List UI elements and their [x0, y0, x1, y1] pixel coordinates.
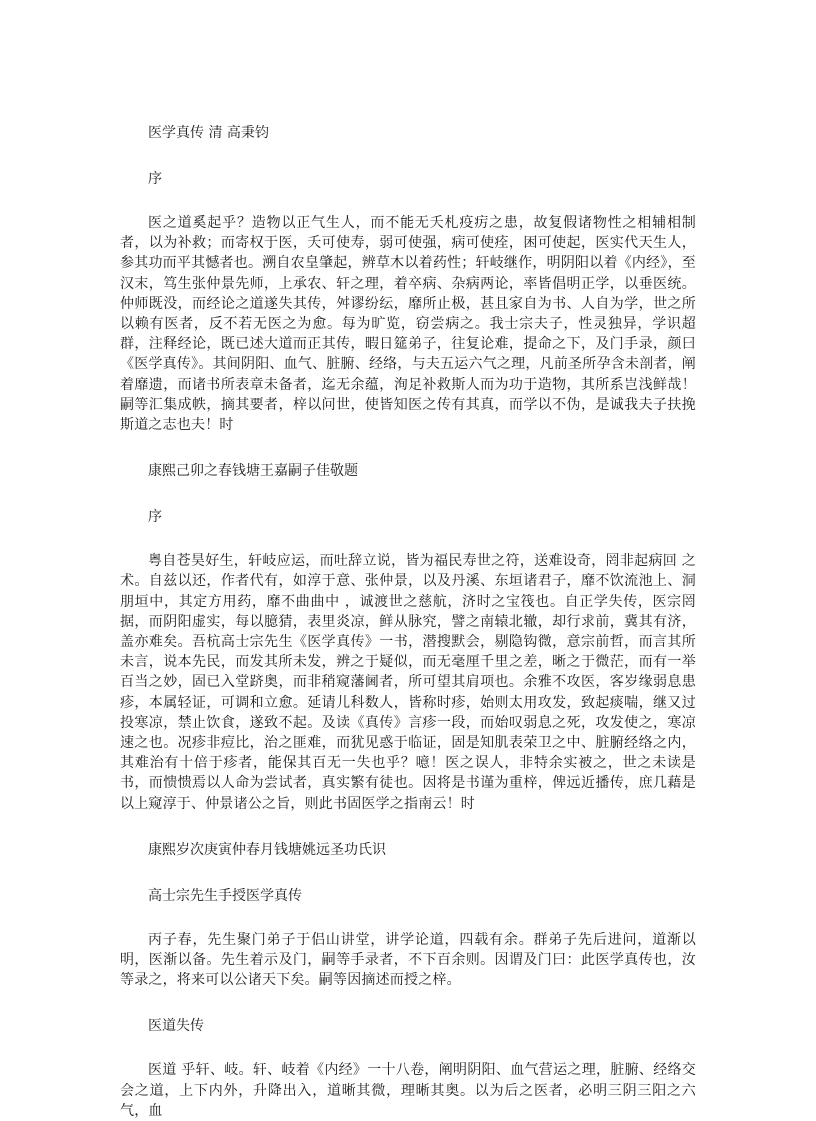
section-1-body: 丙子春，先生聚门弟子于侣山讲堂，讲学论道，四载有余。群弟子先后进问，道渐以明，医渐以备。先生着示及门，嗣等手录者，不下百余则。因谓及门曰：此医学真传也，汝等录之，将来可以公诸天下矣。嗣等因摘述而授之梓。 [120, 931, 696, 989]
spacer [120, 483, 696, 505]
spacer [120, 145, 696, 167]
spacer [120, 435, 696, 459]
preface-1-signature: 康熙己卯之春钱塘王嘉嗣子佳敬题 [148, 463, 358, 480]
preface-2-heading: 序 [148, 509, 162, 526]
section-2-body: 医道 乎轩、岐。轩、岐着《内经》一十八卷，阐明阴阳、血气营运之理，脏腑、经络交会之道，上下内外，升降出入，道晰其微，理晰其奥。以为后之医者，必明三阴三阳之六气，血 [120, 1062, 696, 1119]
spacer [120, 990, 696, 1014]
spacer [120, 814, 696, 838]
preface-1-body: 医之道奚起乎？造物以正气生人，而不能无夭札疫疠之患，故复假诸物性之相辅相制者，以为补救；而寄权于医，夭可使寿，弱可使强，病可使痊，困可使起，医实代天生人，参其功而平其憾者也。溯自农皇肇起，辨草木以着药性；轩岐继作，明阴阳以着《内经》，至汉末，笃生张仲景先师，上承农、轩之理，着卒病、杂病两论，率皆倡明正学，以垂医统。仲师既没，而经论之道遂失其传，舛谬纷纭，靡所止极，甚且家自为书、人自为学，世之所以赖有医者，反不若无医之为愈。每为旷览，窃尝病之。我士宗夫子，性灵独异，学识超群，注释经论，既已述大道而正其传，暇日筵弟子，往复论难，提命之下，及门手录，颜曰《医学真传》。其间阴阳、血气、脏腑、经络，与夫五运六气之理，凡前圣所孕含未剖者，阐着靡遗，而诸书所表章未备者，迄无余蕴，洵足补救斯人而为功于造物，其所系岂浅鲜哉！嗣等汇集成帙，摘其要者，梓以问世，使皆知医之传有其真，而学以不伪，是诚我夫子扶挽斯道之志也夫！时 [120, 215, 696, 434]
preface-2-body: 粤自苍昊好生，轩岐应运，而吐辞立说，皆为福民寿世之符，送难设奇，罔非起病回 之术。自兹以还，作者代有，如淳于意、张仲景，以及丹溪、东垣诸君子，靡不饮流池上、洞朋垣中，其定方用药，靡不曲曲中 ，诚渡世之慈航，济时之宝筏也。自正学失传，医宗罔据，而阴阳虚实，每以臆猜，表里炎凉，鲜从脉究，譬之南辕北辙，却行求前，冀其有济，盖亦难矣。吾杭高士宗先生《医学真传》一书，潜搜默会，剔隐钩微，意宗前哲，而言其所未言，说本先民，而发其所未发，辨之于疑似，而无毫厘千里之差，晰之于微茫，而有一举百当之妙，固已入堂跻奥，而非稍窥藩阃者，所可望其肩项也。余雅不攻医，客岁缘弱息患疹，本属轻证，可调和立愈。延请儿科数人，皆称时疹，始则太用攻发，致起痰喘，继又过投寒凉，禁止饮食，遂致不起。及读《真传》言疹一段，而始叹弱息之死，攻发使之，寒凉速之也。况疹非痘比，治之匪难，而犹见惑于临证，固是知肌表荣卫之中、脏腑经络之内，其难治有十倍于疹者，能保其百无一失也乎？噫！医之误人，非特余实被之，世之未读是书，而愦愦焉以人命为尝试者，真实繁有徒也。因将是书谨为重梓，俾远近播传，庶几藉是以上窥淳于、仲景诸公之旨，则此书固医学之指南云！时 [120, 553, 696, 812]
section-2-heading: 医道失传 [148, 1018, 204, 1035]
spacer [120, 862, 696, 884]
document-page [120, 121, 696, 1121]
spacer [120, 191, 696, 213]
preface-2-signature: 康熙岁次庚寅仲春月钱塘姚远圣功氏识 [148, 841, 386, 858]
document-title-line: 医学真传 清 高秉钧 [148, 125, 269, 141]
preface-1-heading: 序 [148, 171, 162, 187]
section-1-heading: 高士宗先生手授医学真传 [148, 887, 302, 904]
spacer [120, 1038, 696, 1060]
spacer [120, 529, 696, 551]
spacer [120, 908, 696, 930]
